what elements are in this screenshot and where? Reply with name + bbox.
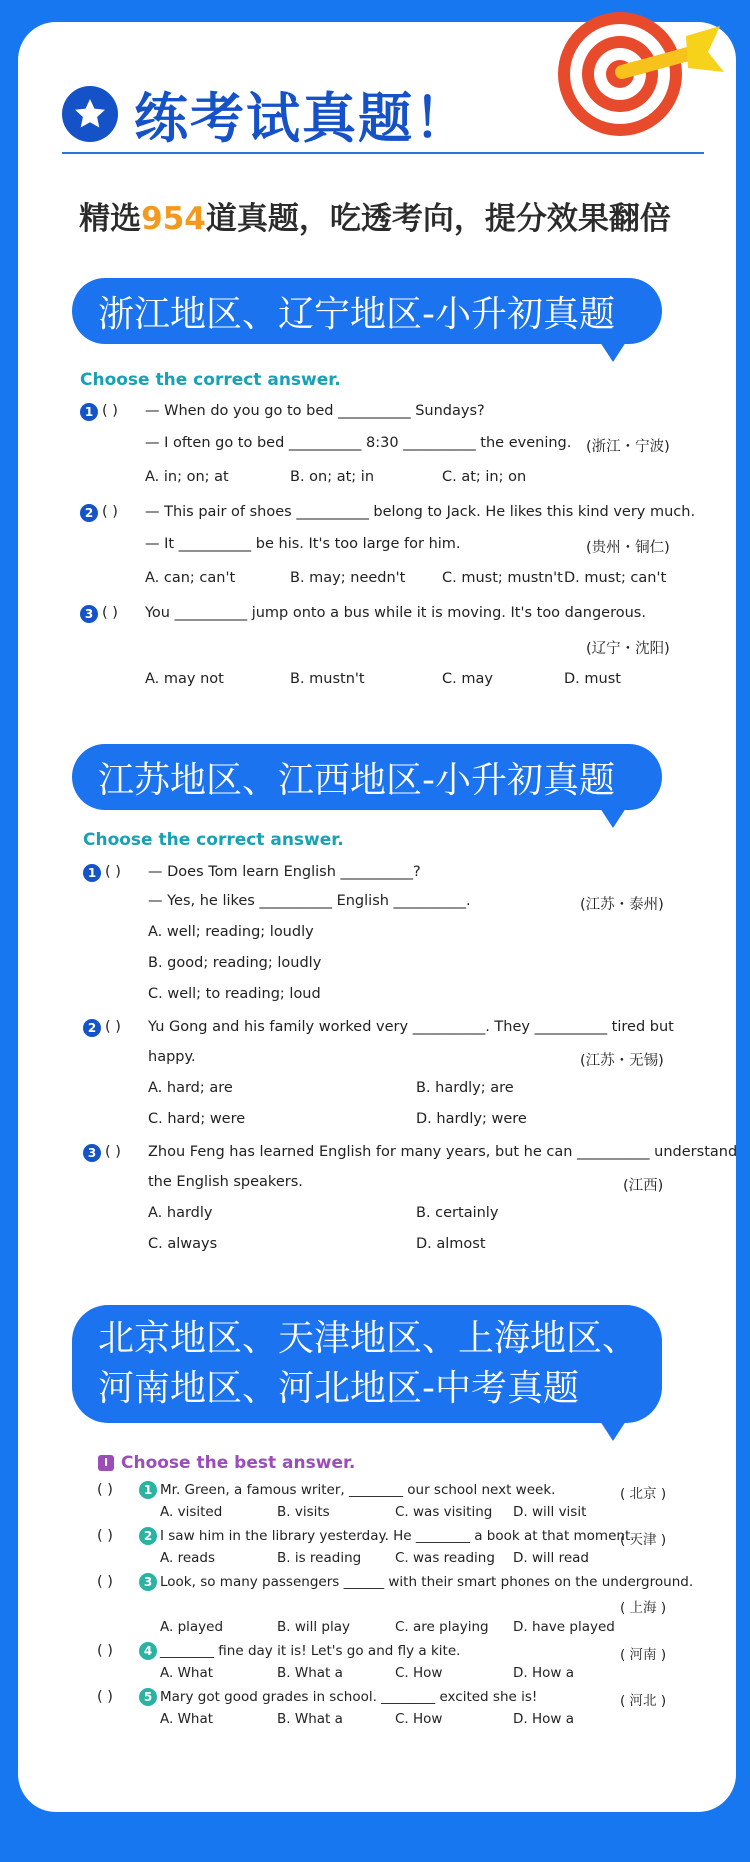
section-3-heading: Choose the best answer.: [121, 1453, 356, 1473]
option[interactable]: D. must: [564, 671, 621, 687]
source-tag: ( 河北 ): [620, 1693, 667, 1709]
option[interactable]: A. reads: [160, 1550, 216, 1566]
question-text: — When do you go to bed __________ Sundays?: [145, 403, 485, 419]
section-1-heading: Choose the correct answer.: [80, 370, 341, 390]
question-text: Yu Gong and his family worked very __________. They __________ tired but: [148, 1019, 674, 1035]
answer-paren[interactable]: ( ): [97, 1574, 113, 1590]
answer-paren[interactable]: ( ): [102, 403, 118, 419]
option[interactable]: D. How a: [513, 1665, 574, 1681]
question-text: — This pair of shoes __________ belong to Jack. He likes this kind very much.: [145, 504, 696, 520]
page-title: 练考试真题！: [134, 87, 470, 150]
question-number: 3: [80, 605, 98, 623]
answer-paren[interactable]: ( ): [97, 1482, 113, 1498]
question-number: 3: [139, 1573, 157, 1591]
question-text: You __________ jump onto a bus while it is moving. It's too dangerous.: [145, 605, 646, 621]
option[interactable]: A. What: [160, 1665, 214, 1681]
question-text: Mr. Green, a famous writer, ________ our school next week.: [160, 1482, 556, 1498]
option[interactable]: C. was reading: [395, 1550, 495, 1566]
option[interactable]: A. in; on; at: [145, 469, 229, 485]
question-text: ________ fine day it is! Let's go and fly a kite.: [160, 1643, 461, 1659]
source-tag: (江苏・泰州): [580, 897, 664, 913]
option[interactable]: B. will play: [277, 1619, 351, 1635]
answer-paren[interactable]: ( ): [105, 1019, 121, 1035]
option[interactable]: A. played: [160, 1619, 224, 1635]
option[interactable]: D. will visit: [513, 1504, 587, 1520]
question-text: — It __________ be his. It's too large for him.: [145, 536, 461, 552]
option[interactable]: B. mustn't: [290, 671, 365, 687]
option[interactable]: C. may: [442, 671, 493, 687]
question-number: 2: [139, 1527, 157, 1545]
option[interactable]: B. may; needn't: [290, 570, 406, 586]
question-number: 3: [83, 1144, 101, 1162]
option[interactable]: A. well; reading; loudly: [148, 924, 314, 940]
option[interactable]: D. hardly; were: [416, 1111, 527, 1127]
section-number-badge: I: [98, 1455, 114, 1471]
option[interactable]: B. What a: [277, 1665, 343, 1681]
answer-paren[interactable]: ( ): [102, 504, 118, 520]
option[interactable]: C. was visiting: [395, 1504, 493, 1520]
answer-paren[interactable]: ( ): [105, 1144, 121, 1160]
source-tag: ( 河南 ): [620, 1647, 667, 1663]
option[interactable]: B. visits: [277, 1504, 330, 1520]
option[interactable]: A. may not: [145, 671, 224, 687]
source-tag: ( 北京 ): [620, 1486, 667, 1502]
answer-paren[interactable]: ( ): [105, 864, 121, 880]
question-text: — Does Tom learn English __________?: [148, 864, 421, 880]
subtitle: 精选954道真题，吃透考向，提分效果翻倍: [79, 201, 671, 237]
option[interactable]: B. is reading: [277, 1550, 362, 1566]
answer-paren[interactable]: ( ): [102, 605, 118, 621]
header-divider: [62, 152, 704, 154]
option[interactable]: D. How a: [513, 1711, 574, 1727]
question-number: 2: [80, 504, 98, 522]
section-2-heading: Choose the correct answer.: [83, 830, 344, 850]
source-tag: (江苏・无锡): [580, 1053, 664, 1069]
question-text: — I often go to bed __________ 8:30 __________ the evening.: [145, 435, 572, 451]
question-number: 4: [139, 1642, 157, 1660]
question-text: the English speakers.: [148, 1174, 303, 1190]
answer-paren[interactable]: ( ): [97, 1643, 113, 1659]
option[interactable]: C. well; to reading; loud: [148, 986, 321, 1002]
answer-paren[interactable]: ( ): [97, 1689, 113, 1705]
question-number: 1: [139, 1481, 157, 1499]
section-banner-1: 浙江地区、辽宁地区-小升初真题: [72, 278, 662, 344]
star-badge-icon: [62, 86, 118, 142]
option[interactable]: C. How: [395, 1711, 443, 1727]
option[interactable]: A. visited: [160, 1504, 223, 1520]
option[interactable]: B. on; at; in: [290, 469, 375, 485]
option[interactable]: D. almost: [416, 1236, 486, 1252]
option[interactable]: B. good; reading; loudly: [148, 955, 322, 971]
section-banner-2: 江苏地区、江西地区-小升初真题: [72, 744, 662, 810]
question-text: happy.: [148, 1049, 196, 1065]
question-text: Look, so many passengers ______ with their smart phones on the underground.: [160, 1574, 694, 1590]
question-text: Zhou Feng has learned English for many years, but he can __________ understand: [148, 1144, 738, 1160]
answer-paren[interactable]: ( ): [97, 1528, 113, 1544]
question-number: 1: [83, 864, 101, 882]
question-number: 5: [139, 1688, 157, 1706]
option[interactable]: A. What: [160, 1711, 214, 1727]
option[interactable]: D. will read: [513, 1550, 589, 1566]
source-tag: (辽宁・沈阳): [586, 641, 670, 657]
option[interactable]: B. certainly: [416, 1205, 499, 1221]
question-text: I saw him in the library yesterday. He ________ a book at that moment.: [160, 1528, 635, 1544]
question-text: — Yes, he likes __________ English __________.: [148, 893, 471, 909]
source-tag: (贵州・铜仁): [586, 540, 670, 556]
option[interactable]: C. always: [148, 1236, 218, 1252]
option[interactable]: C. are playing: [395, 1619, 489, 1635]
option[interactable]: A. hardly: [148, 1205, 213, 1221]
source-tag: ( 上海 ): [620, 1600, 667, 1616]
option[interactable]: A. can; can't: [145, 570, 236, 586]
option[interactable]: B. hardly; are: [416, 1080, 514, 1096]
source-tag: (江西): [623, 1178, 664, 1194]
question-number: 2: [83, 1019, 101, 1037]
question-text: Mary got good grades in school. ________ excited she is!: [160, 1689, 538, 1705]
question-number: 1: [80, 403, 98, 421]
option[interactable]: B. What a: [277, 1711, 343, 1727]
option[interactable]: D. have played: [513, 1619, 615, 1635]
option[interactable]: C. How: [395, 1665, 443, 1681]
option[interactable]: C. at; in; on: [442, 469, 527, 485]
source-tag: ( 天津 ): [620, 1532, 667, 1548]
option[interactable]: C. hard; were: [148, 1111, 246, 1127]
option[interactable]: C. must; mustn't: [442, 570, 563, 586]
option[interactable]: D. must; can't: [564, 570, 667, 586]
source-tag: (浙江・宁波): [586, 439, 670, 455]
option[interactable]: A. hard; are: [148, 1080, 233, 1096]
section-banner-3: 北京地区、天津地区、上海地区、 河南地区、河北地区-中考真题: [72, 1305, 662, 1423]
dart-target-icon: [548, 6, 728, 146]
